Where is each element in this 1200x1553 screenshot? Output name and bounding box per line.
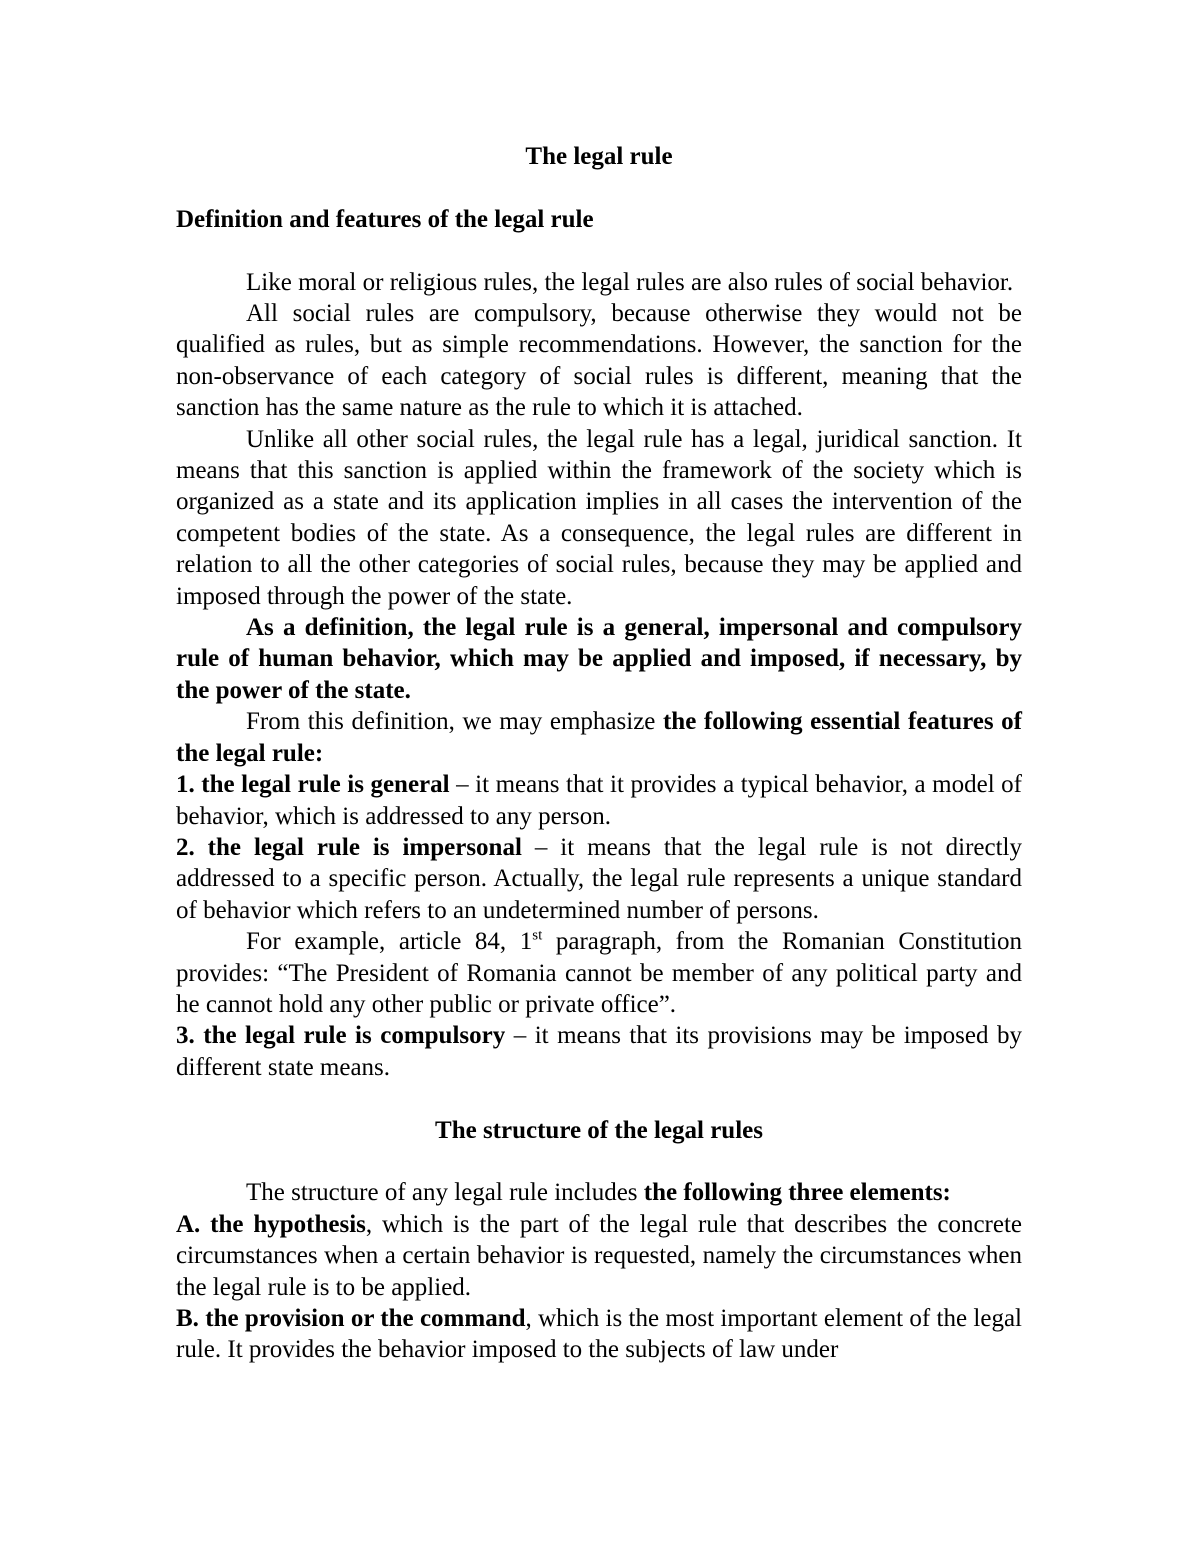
ordinal-superscript: st [532, 927, 543, 944]
paragraph-example [176, 926, 1022, 1020]
item-general-text: – it means that it provides a typical behavior, a model of behavior, which is addressed to any person. [176, 771, 1022, 830]
item-hypothesis-text: , which is the part of the legal rule that describes the concrete circumstances when a certain behavior is requested, namely the circumstances when the legal rule is to be applied. [176, 1210, 1023, 1301]
list-item-compulsory [176, 1020, 1022, 1083]
item-provision-text: , which is the most important element of the legal rule. It provides the behavior imposed to the subjects of law under [176, 1304, 1022, 1364]
item-compulsory-text: – it means that its provisions may be imposed by different state means. [176, 1022, 1022, 1081]
paragraph-definition [176, 612, 1022, 706]
document-page [176, 141, 1022, 1366]
paragraph-features-intro [176, 706, 1022, 769]
item-impersonal-label: 2. the legal rule is impersonal [176, 833, 522, 861]
item-general-label: 1. the legal rule is general [176, 771, 450, 799]
item-hypothesis-label: A. the hypothesis [176, 1210, 366, 1238]
structure-intro-bold: the following three elements: [643, 1179, 951, 1207]
paragraph-compulsory: All social rules are compulsory, because otherwise they would not be qualified as rules, but as simple recommendations. However, the sanction for the non-observance of each category of social rules is different, meaning that the sanction has the same nature as the rule to which it is attached. [176, 300, 1022, 422]
item-impersonal-text: – it means that the legal rule is not directly addressed to a specific person. Actually, the legal rule represents a unique standard of behavior which refers to an undetermined number of persons. [176, 833, 1023, 924]
spacer [176, 1083, 1022, 1114]
spacer [176, 235, 1022, 266]
definition-bold-text: As a definition, the legal rule is a general, impersonal and compulsory rule of human behavior, which may be applied and imposed, if necessary, by the power of the state. [176, 614, 1022, 704]
paragraph-structure-intro [176, 1177, 1022, 1208]
spacer [176, 1146, 1022, 1177]
spacer [176, 172, 1022, 203]
features-intro-text: From this definition, we may emphasize [246, 708, 663, 736]
example-text-start: For example, article 84, 1 [246, 928, 533, 956]
item-compulsory-label: 3. the legal rule is compulsory [176, 1022, 506, 1050]
list-item-hypothesis [176, 1209, 1022, 1303]
document-title: The legal rule [525, 143, 673, 170]
list-item-provision [176, 1303, 1022, 1366]
list-item-impersonal [176, 832, 1022, 926]
item-provision-label: B. the provision or the command [176, 1304, 526, 1332]
paragraph-juridical-sanction: Unlike all other social rules, the legal rule has a legal, juridical sanction. It means that this sanction is applied within the framework of the society which is organized as a state and its application implies in all cases the intervention of the competent bodies of the state. As a consequence, the legal rules are different in relation to all the other categories of social rules, because they may be applied and imposed through the power of the state. [176, 425, 1022, 610]
section-heading-definition: Definition and features of the legal rule [176, 205, 594, 233]
section-heading-structure: The structure of the legal rules [435, 1116, 763, 1144]
list-item-general [176, 769, 1022, 832]
example-text-end: paragraph, from the Romanian Constitution provides: “The President of Romania cannot be member of any political party and he cannot hold any other public or private office”. [176, 928, 1022, 1018]
structure-intro-text: The structure of any legal rule includes [246, 1179, 644, 1207]
paragraph-moral-rules: Like moral or religious rules, the legal rules are also rules of social behavior. [246, 268, 1014, 296]
features-intro-bold: the following essential features of the legal rule: [176, 708, 1022, 767]
